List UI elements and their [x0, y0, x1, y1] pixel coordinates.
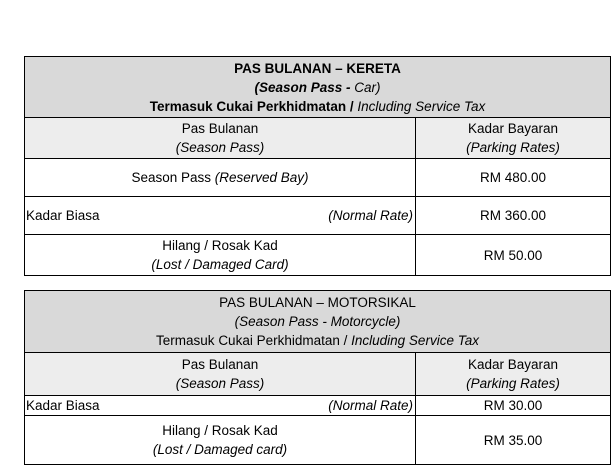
- moto-row-normal-label: Kadar Biasa (Normal Rate): [25, 396, 416, 416]
- moto-table-subtitle: (Season Pass - Motorcycle): [234, 314, 401, 329]
- car-col-rate-header: [416, 118, 611, 159]
- moto-table-title: PAS BULANAN – MOTORSIKAL: [219, 295, 416, 310]
- moto-col-pass-english: (Season Pass): [175, 376, 265, 391]
- car-table-header: [25, 57, 611, 118]
- car-row-normal-label: Kadar Biasa (Normal Rate): [25, 197, 416, 235]
- car-row-reserved-label: Season Pass (Reserved Bay): [25, 159, 416, 197]
- moto-col-rate-header: [416, 353, 611, 396]
- moto-table-header-row: [25, 291, 611, 353]
- table-row: [25, 159, 611, 197]
- moto-col-pass-header: [25, 353, 416, 396]
- car-season-pass-table: [24, 56, 611, 276]
- table-row: [25, 396, 611, 416]
- moto-table-header: [25, 291, 611, 353]
- table-row: [25, 197, 611, 235]
- car-table-title: PAS BULANAN – KERETA: [234, 60, 401, 76]
- moto-col-rate-malay: Kadar Bayaran: [467, 357, 559, 372]
- car-row-lost-price: RM 50.00: [416, 235, 611, 276]
- car-col-pass-english: (Season Pass): [175, 140, 265, 155]
- moto-row-lost-price: RM 35.00: [416, 416, 611, 465]
- moto-col-pass-malay: Pas Bulanan: [181, 357, 259, 372]
- car-col-rate-malay: Kadar Bayaran: [467, 121, 559, 136]
- car-table-header-row: [25, 57, 611, 118]
- moto-row-lost-label: Hilang / Rosak Kad (Lost / Damaged card): [25, 416, 416, 465]
- car-row-reserved-price: RM 480.00: [416, 159, 611, 197]
- table-row: [25, 235, 611, 276]
- car-col-pass-header: [25, 118, 416, 159]
- moto-column-header-row: [25, 353, 611, 396]
- car-column-header-row: [25, 118, 611, 159]
- moto-col-rate-english: (Parking Rates): [466, 376, 560, 391]
- table-row: [25, 416, 611, 465]
- motorcycle-season-pass-table: [24, 290, 611, 465]
- car-table-tax-note: Termasuk Cukai Perkhidmatan / Including Service Tax: [149, 98, 486, 114]
- car-col-rate-english: (Parking Rates): [466, 140, 560, 155]
- moto-row-normal-price: RM 30.00: [416, 396, 611, 416]
- car-row-normal-price: RM 360.00: [416, 197, 611, 235]
- moto-table-tax-note: Termasuk Cukai Perkhidmatan / Including Service Tax: [156, 333, 479, 348]
- car-table-subtitle: (Season Pass - Car): [254, 79, 381, 95]
- car-row-lost-label: Hilang / Rosak Kad (Lost / Damaged Card): [25, 235, 416, 276]
- car-col-pass-malay: Pas Bulanan: [181, 121, 259, 136]
